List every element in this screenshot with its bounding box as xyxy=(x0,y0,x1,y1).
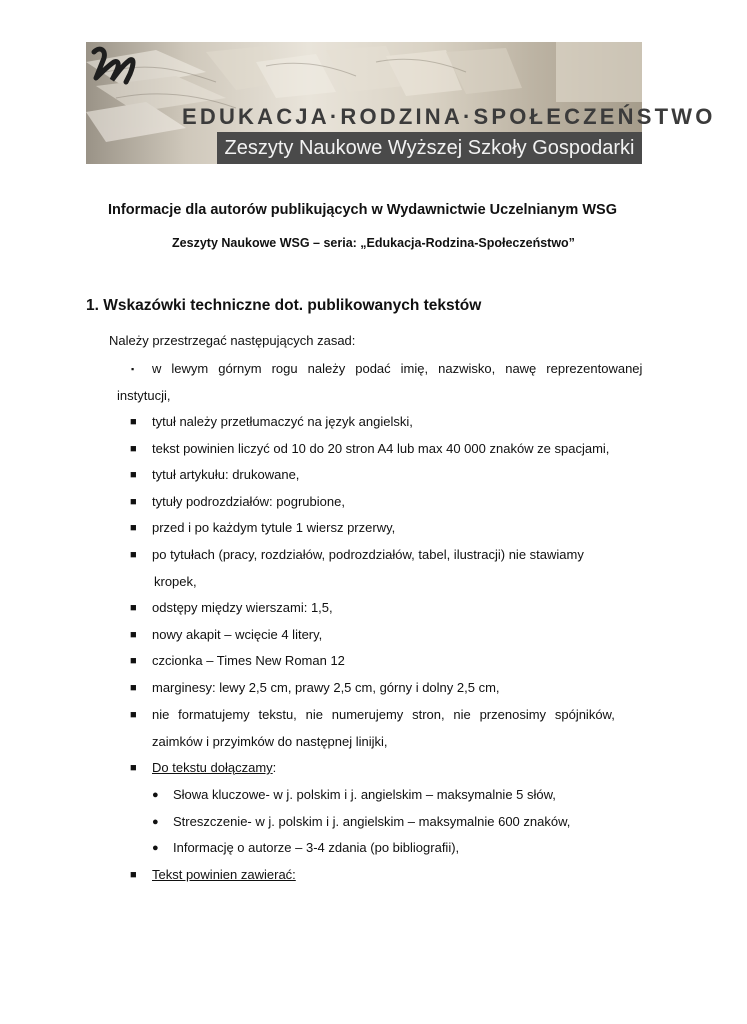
bullet-icon: ■ xyxy=(130,869,137,881)
bullet-icon: ■ xyxy=(130,469,137,481)
intro-text: Należy przestrzegać następujących zasad: xyxy=(109,333,356,348)
bullet-icon: ● xyxy=(152,789,159,801)
bullet-icon: ● xyxy=(152,816,159,828)
list-item: przed i po każdym tytule 1 wiersz przerwy, xyxy=(152,520,396,535)
banner-title: EDUKACJA·RODZINA·SPOŁECZEŃSTWO xyxy=(182,104,716,129)
list-item: w lewym górnym rogu należy podać imię, nazwisko, nawę reprezentowanej xyxy=(152,361,643,376)
list-item: marginesy: lewy 2,5 cm, prawy 2,5 cm, górny i dolny 2,5 cm, xyxy=(152,680,500,695)
section-heading: 1. Wskazówki techniczne dot. publikowanych tekstów xyxy=(86,297,482,314)
bullet-icon: ■ xyxy=(130,496,137,508)
list-item: tytuł należy przetłumaczyć na język angielski, xyxy=(152,414,413,429)
bullet-icon: ■ xyxy=(130,709,137,721)
bullet-icon: ■ xyxy=(130,602,137,614)
bullet-icon: ■ xyxy=(130,416,137,428)
list-item-continuation: instytucji, xyxy=(117,388,171,403)
list-item-attachments xyxy=(152,759,276,777)
bullet-icon: ■ xyxy=(130,629,137,641)
bullet-icon: ■ xyxy=(130,443,137,455)
bullet-icon: ■ xyxy=(130,522,137,534)
list-item: tytuł artykułu: drukowane, xyxy=(152,467,300,482)
bullet-icon: ■ xyxy=(130,762,137,774)
wsg-logo-icon xyxy=(86,42,150,88)
bullet-icon: ▪ xyxy=(131,364,135,374)
list-item: tytuły podrozdziałów: pogrubione, xyxy=(152,494,345,509)
list-item-continuation: zaimków i przyimków do następnej linijki, xyxy=(152,734,388,749)
bullet-icon: ● xyxy=(152,842,159,854)
list-item: tekst powinien liczyć od 10 do 20 stron A4 lub max 40 000 znaków ze spacjami, xyxy=(152,441,610,456)
document-title: Informacje dla autorów publikujących w Wydawnictwie Uczelnianym WSG xyxy=(108,202,617,218)
attachments-label: Do tekstu dołączamy xyxy=(152,760,273,775)
list-item: nie formatujemy tekstu, nie numerujemy stron, nie przenosimy spójników, xyxy=(152,707,615,722)
sub-list-item: Słowa kluczowe- w j. polskim i j. angielskim – maksymalnie 5 słów, xyxy=(173,787,556,802)
list-item: po tytułach (pracy, rozdziałów, podrozdziałów, tabel, ilustracji) nie stawiamy xyxy=(152,547,584,562)
list-item-continuation: kropek, xyxy=(154,574,197,589)
sub-list-item: Streszczenie- w j. polskim i j. angielskim – maksymalnie 600 znaków, xyxy=(173,814,571,829)
bullet-icon: ■ xyxy=(130,682,137,694)
attachments-colon: : xyxy=(272,760,277,775)
banner-subtitle: Zeszyty Naukowe Wyższej Szkoły Gospodarki xyxy=(217,132,642,164)
sub-list-item: Informację o autorze – 3-4 zdania (po bibliografii), xyxy=(173,840,460,855)
document-subtitle: Zeszyty Naukowe WSG – seria: „Edukacja-Rodzina-Społeczeństwo” xyxy=(172,236,575,250)
header-banner xyxy=(86,42,716,164)
list-item: odstępy między wierszami: 1,5, xyxy=(152,600,333,615)
list-item-content: Tekst powinien zawierać: xyxy=(152,867,296,882)
list-item: czcionka – Times New Roman 12 xyxy=(152,653,345,668)
bullet-icon: ■ xyxy=(130,549,137,561)
bullet-icon: ■ xyxy=(130,655,137,667)
list-item: nowy akapit – wcięcie 4 litery, xyxy=(152,627,323,642)
